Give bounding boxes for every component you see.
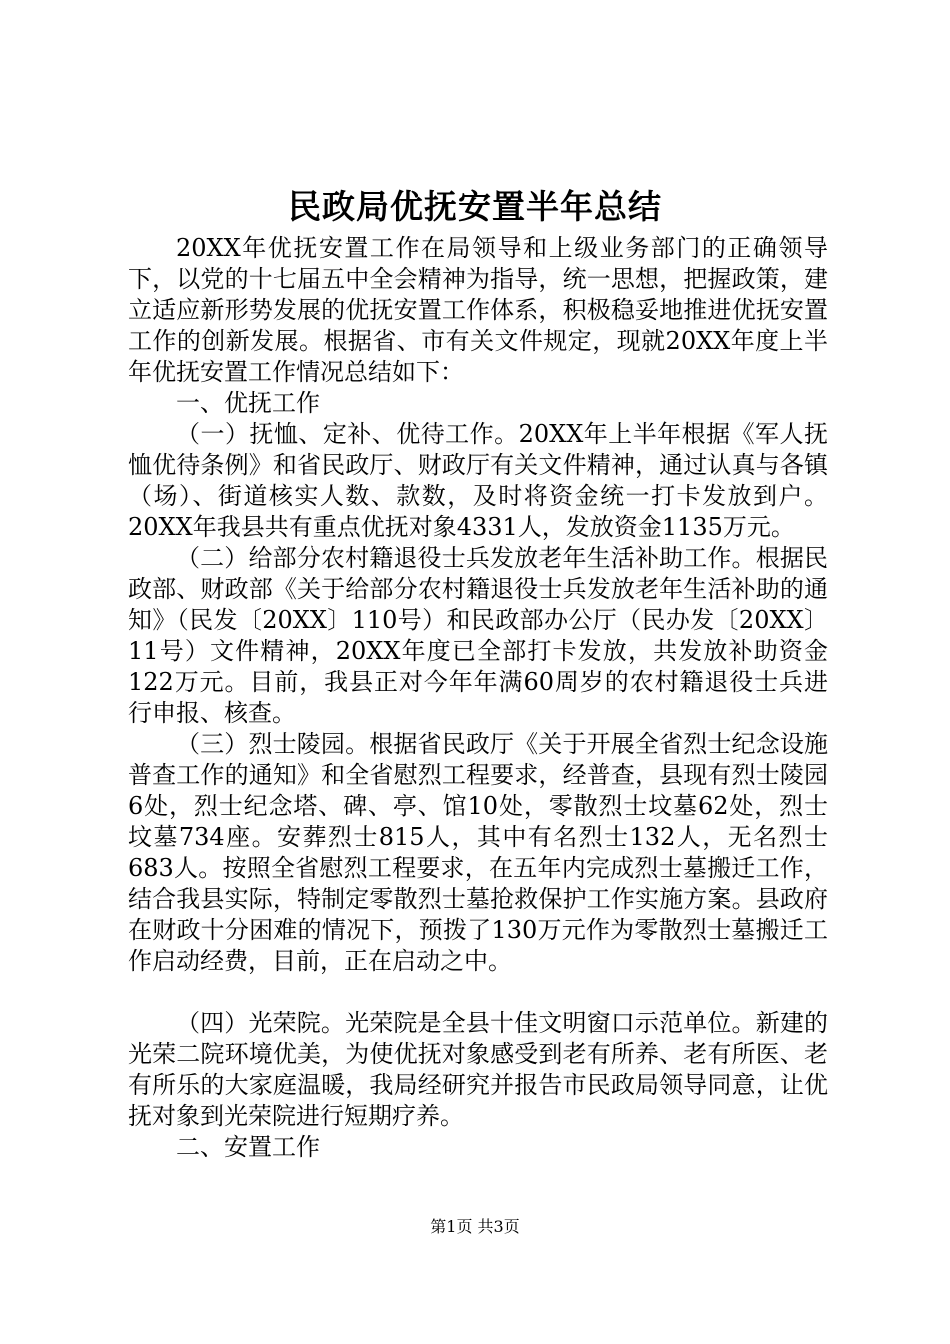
intro-paragraph: 20XX年优抚安置工作在局领导和上级业务部门的正确领导下，以党的十七届五中全会精神为指导，统一思想，把握政策，建立适应新形势发展的优抚安置工作体系，积极稳妥地推进优抚安置工作的创新发展。根据省、市有关文件规定，现就20XX年度上半年优抚安置工作情况总结如下： [128, 234, 828, 386]
paragraph-fuxu: （一）抚恤、定补、优待工作。20XX年上半年根据《军人抚恤优待条例》和省民政厅、财政厅有关文件精神，通过认真与各镇（场）、街道核实人数、款数，及时将资金统一打卡发放到户。20XX年我县共有重点优抚对象4331人，发放资金1135万元。 [128, 420, 828, 541]
section-heading-youfu: 一、优抚工作 [176, 389, 320, 417]
section-heading-anzhi: 二、安置工作 [176, 1133, 320, 1161]
document-title: 民政局优抚安置半年总结 [288, 187, 662, 226]
paragraph-lieshi-lingyuan: （三）烈士陵园。根据省民政厅《关于开展全省烈士纪念设施普查工作的通知》和全省慰烈工程要求，经普查，县现有烈士陵园6处，烈士纪念塔、碑、亭、馆10处，零散烈士坟墓62处，烈士坟墓734座。安葬烈士815人，其中有名烈士132人，无名烈士683人。按照全省慰烈工程要求，在五年内完成烈士墓搬迁工作，结合我县实际，特制定零散烈士墓抢救保护工作实施方案。县政府在财政十分困难的情况下，预拨了130万元作为零散烈士墓搬迁工作启动经费，目前，正在启动之中。 [128, 730, 828, 975]
page-number-footer: 第1页 共3页 [430, 1217, 520, 1236]
paragraph-guangrongyuan: （四）光荣院。光荣院是全县十佳文明窗口示范单位。新建的光荣二院环境优美，为使优抚对象感受到老有所养、老有所医、老有所乐的大家庭温暖，我局经研究并报告市民政局领导同意，让优抚对象到光荣院进行短期疗养。 [128, 1009, 828, 1130]
document-body [128, 233, 828, 1163]
paragraph-buzhu: （二）给部分农村籍退役士兵发放老年生活补助工作。根据民政部、财政部《关于给部分农村籍退役士兵发放老年生活补助的通知》（民发〔20XX〕110号）和民政部办公厅（民办发〔20XX〕11号）文件精神，20XX年度已全部打卡发放，共发放补助资金122万元。目前，我县正对今年年满60周岁的农村籍退役士兵进行申报、核查。 [128, 544, 828, 727]
